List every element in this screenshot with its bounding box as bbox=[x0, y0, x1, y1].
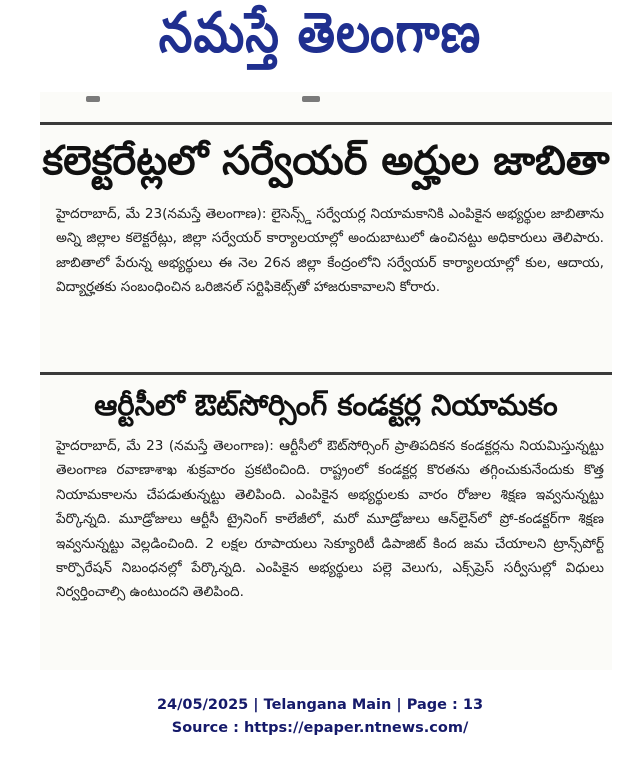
footer-source: Source : https://epaper.ntnews.com/ bbox=[171, 720, 469, 736]
top-divider bbox=[40, 122, 612, 125]
article-2-body: హైదరాబాద్, మే 23 (నమస్తే తెలంగాణ): ఆర్టీసీలో ఔట్‌సోర్సింగ్ ప్రాతిపదికన కండక్టర్లను నియమిస్తున్నట్టు తెలంగాణ రవాణాశాఖ శుక్రవారం ప్రకటించింది. రాష్ట్రంలో కండక్టర్ల కొరతను తగ్గించుకునేందుకు కొత్త నియామకాలను చేపడుతున్నట్టు తెలిపింది. ఎంపికైన అభ్యర్థులకు వారం రోజుల శిక్షణ ఇవ్వనున్నట్టు పేర్కొన్నది. మూడ్రోజులు ఆర్టీసీ ట్రైనింగ్ కాలేజీలో, మరో మూడ్రోజులు ఆన్‌లైన్‌లో ప్రో-కండక్టర్‌గా శిక్షణ ఇవ్వనున్నట్టు వెల్లడించింది. 2 లక్షల రూపాయలు సెక్యూరిటీ డిపాజిట్ కింద జమ చేయాలని ట్రాన్స్‌పోర్ట్ కార్పొరేషన్ నిబంధనల్లో పేర్కొన్నది. ఎంపికైన అభ్యర్థులు పల్లె వెలుగు, ఎక్స్‌ప్రెస్ సర్వీసుల్లో విధులు నిర్వర్తించాల్సి ఉంటుందని తెలిపింది. bbox=[56, 438, 604, 601]
article-2-headline: ఆర్టీసీలో ఔట్‌సోర్సింగ్ కండక్టర్ల నియామకం bbox=[94, 388, 558, 422]
footer-date-edition: 24/05/2025 | Telangana Main | Page : 13 bbox=[156, 697, 484, 713]
article-1-body: హైదరాబాద్, మే 23(నమస్తే తెలంగాణ): లైసెన్స్డ్ సర్వేయర్ల నియామకానికి ఎంపికైన అభ్యర్థుల జాబితాను అన్ని జిల్లాల కలెక్టరేట్లు, జిల్లా సర్వేయర్ కార్యాలయాల్లో అందుబాటులో ఉంచినట్టు అధికారులు తెలిపారు. జాబితాలో పేరున్న అభ్యర్థులు ఈ నెల 26న జిల్లా కేంద్రంలోని సర్వేయర్ కార్యాలయాల్లో కుల, ఆదాయ, విద్యార్హతకు సంబంధించిన ఒరిజినల్ సర్టిఫికెట్స్‌తో హాజరుకావాలని కోరారు. bbox=[56, 206, 604, 296]
article-divider bbox=[40, 372, 612, 375]
newspaper-logo-title: నమస్తే తెలంగాణ bbox=[158, 0, 482, 66]
article-1-headline: కలెక్టరేట్లలో సర్వేయర్ అర్హుల జాబితా bbox=[42, 138, 610, 184]
newspaper-clipping bbox=[40, 92, 612, 670]
cut-off-previous-text bbox=[40, 92, 612, 110]
masthead bbox=[0, 0, 640, 80]
